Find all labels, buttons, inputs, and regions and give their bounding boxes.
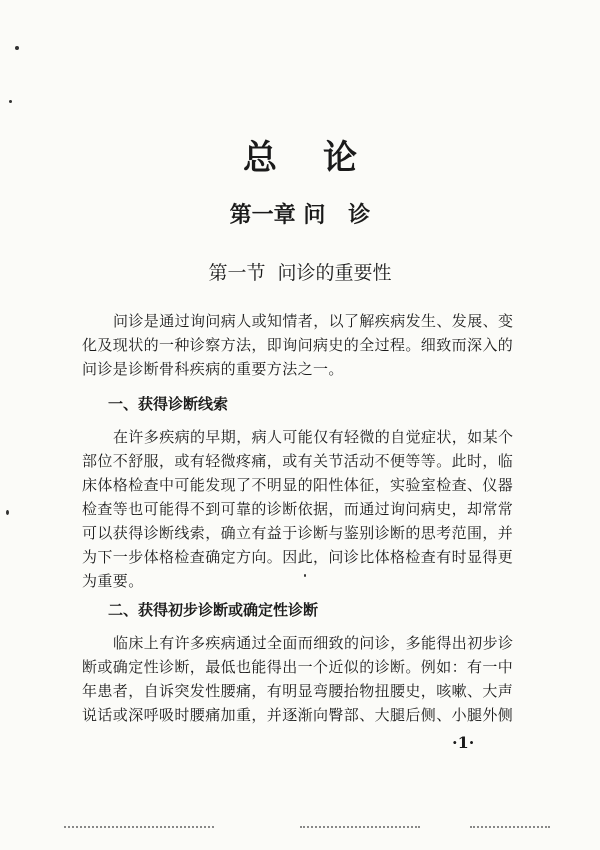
para-2-line: 说话或深呼吸时腰痛加重，并逐渐向臀部、大腿后侧、小腿外侧 <box>82 706 514 724</box>
footer-dots <box>64 826 214 830</box>
scan-speck <box>9 100 12 103</box>
main-title: 总论 <box>243 138 403 178</box>
para-1-line: 为下一步体格检查确定方向。因此，问诊比体格检查有时显得更 <box>82 548 514 566</box>
para-1-line: 部位不舒服，或有轻微疼痛，或有关节活动不便等等。此时，临 <box>82 452 514 470</box>
para-1-line: 在许多疾病的早期，病人可能仅有轻微的自觉症状，如某个 <box>113 428 514 446</box>
intro-line: 化及现状的一种诊察方法，即询问病史的全过程。细致而深入的 <box>82 336 514 354</box>
para-1-line: 床体格检查中可能发现了不明显的阳性体征，实验室检查、仪器 <box>82 476 514 494</box>
para-2-line: 临床上有许多疾病通过全面而细致的问诊，多能得出初步诊 <box>113 634 514 652</box>
intro-line: 问诊是通过询问病人或知情者，以了解疾病发生、发展、变 <box>113 312 514 330</box>
scan-speck <box>6 510 9 515</box>
para-2-line: 断或确定性诊断，最低也能得出一个近似的诊断。例如：有一中 <box>82 658 514 676</box>
para-1-line: 可以获得诊断线索，确立有益于诊断与鉴别诊断的思考范围，并 <box>82 524 514 542</box>
scan-speck <box>304 574 306 577</box>
para-1-line: 检查等也可能得不到可靠的诊断依据，而通过询问病史，却常常 <box>82 500 514 518</box>
para-2-line: 年患者，自诉突发性腰痛，有明显弯腰抬物扭腰史，咳嗽、大声 <box>82 682 514 700</box>
chapter-title: 第一章 问 诊 <box>229 203 371 228</box>
footer-dots <box>470 826 550 830</box>
section-title: 第一节 问诊的重要性 <box>208 262 392 284</box>
footer-dots <box>300 826 420 830</box>
page-number: ·1· <box>452 733 475 752</box>
scan-speck <box>15 46 19 50</box>
intro-line: 问诊是诊断骨科疾病的重要方法之一。 <box>82 360 344 378</box>
para-1-line: 为重要。 <box>82 572 144 590</box>
heading-1: 一、获得诊断线索 <box>108 395 229 413</box>
heading-2: 二、获得初步诊断或确定性诊断 <box>108 601 319 619</box>
